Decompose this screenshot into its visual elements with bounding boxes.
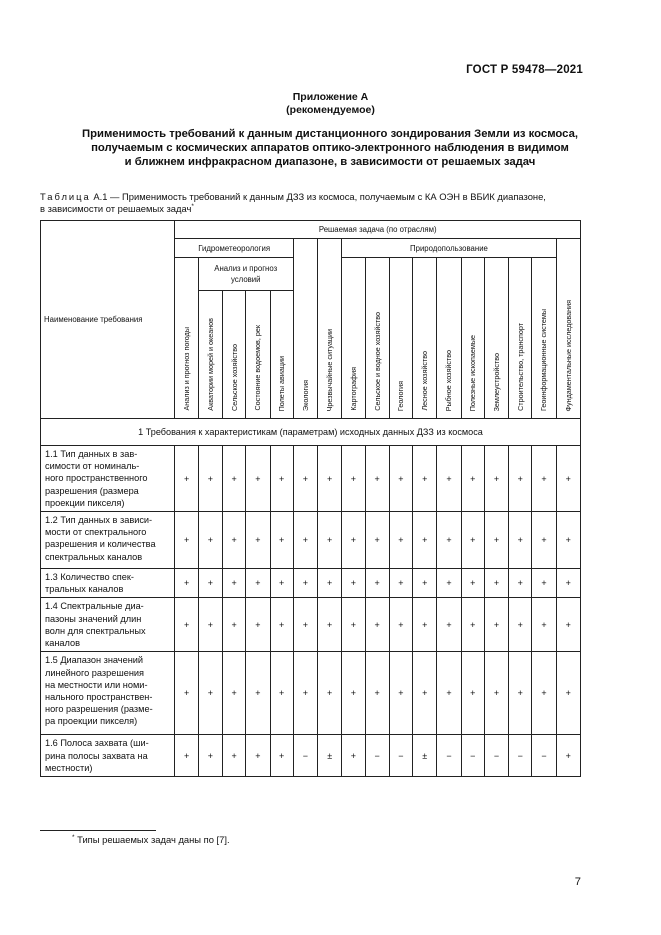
applicability-cell: ±	[318, 735, 342, 777]
applicability-cell: −	[484, 735, 508, 777]
applicability-cell: +	[413, 512, 437, 569]
applicability-cell: +	[484, 512, 508, 569]
applicability-cell: +	[556, 598, 580, 652]
applicability-cell: −	[461, 735, 484, 777]
applicability-cell: ±	[413, 735, 437, 777]
applicability-cell: −	[437, 735, 461, 777]
footnote	[72, 834, 230, 845]
applicability-cell: +	[342, 446, 365, 512]
applicability-cell: +	[270, 598, 293, 652]
column-header: Геоинформационные системы	[532, 258, 556, 419]
requirement-line: ного разрешения (разме-	[45, 704, 153, 715]
task-header: Решаемая задача (по отраслям)	[175, 221, 581, 239]
applicability-cell: +	[437, 598, 461, 652]
applicability-cell: +	[509, 652, 532, 735]
applicability-cell: +	[223, 735, 246, 777]
applicability-cell: +	[293, 569, 317, 598]
table-row	[41, 735, 581, 777]
applicability-cell: +	[175, 652, 198, 735]
applicability-cell: +	[342, 569, 365, 598]
applicability-cell: +	[270, 446, 293, 512]
group-hydrometeorology: Гидрометеорология	[175, 239, 293, 258]
applicability-cell: +	[198, 652, 222, 735]
requirement-line: местности)	[45, 762, 93, 773]
column-header: Картография	[342, 258, 365, 419]
applicability-cell: +	[270, 569, 293, 598]
footnote-marker: *	[191, 202, 194, 210]
applicability-cell: +	[175, 512, 198, 569]
applicability-cell: +	[342, 735, 365, 777]
applicability-cell: +	[461, 569, 484, 598]
column-header: Сельское хозяйство	[223, 291, 246, 419]
applicability-cell: +	[461, 598, 484, 652]
caption-text: — Применимость требований к данным ДЗЗ из космоса, получаемым с КА ОЭН в ВБИК диапазоне,	[107, 191, 546, 202]
document-number: ГОСТ Р 59478—2021	[466, 64, 583, 76]
column-header: Акватории морей и океанов	[198, 291, 222, 419]
applicability-cell: +	[246, 446, 270, 512]
footnote-mark: *	[72, 833, 75, 841]
applicability-cell: +	[532, 569, 556, 598]
column-header: Экология	[293, 239, 317, 419]
requirement-line: каналов	[45, 638, 80, 649]
applicability-cell: −	[532, 735, 556, 777]
requirement-line: ного пространственного	[45, 473, 148, 484]
applicability-cell: +	[389, 652, 412, 735]
applicability-cell: +	[318, 569, 342, 598]
applicability-cell: +	[437, 569, 461, 598]
applicability-cell: +	[223, 569, 246, 598]
applicability-cell: +	[246, 735, 270, 777]
applicability-cell: +	[246, 512, 270, 569]
applicability-cell: +	[198, 569, 222, 598]
applicability-cell: +	[223, 652, 246, 735]
caption-number: А.1	[93, 191, 108, 202]
applicability-cell: +	[509, 598, 532, 652]
column-header: Рыбное хозяйство	[437, 258, 461, 419]
applicability-cell: +	[342, 512, 365, 569]
applicability-cell: +	[484, 446, 508, 512]
column-header: Строительство, транспорт	[509, 258, 532, 419]
applicability-cell: +	[556, 512, 580, 569]
requirement-line: 1.6 Полоса захвата (ши-	[45, 738, 149, 749]
applicability-cell: −	[509, 735, 532, 777]
applicability-cell: +	[198, 598, 222, 652]
applicability-cell: +	[175, 735, 198, 777]
appendix-title: Приложение А	[292, 91, 369, 103]
applicability-cell: +	[437, 512, 461, 569]
table-row	[41, 569, 581, 598]
applicability-cell: +	[223, 446, 246, 512]
applicability-cell: +	[342, 598, 365, 652]
applicability-cell: +	[461, 512, 484, 569]
applicability-cell: +	[365, 652, 389, 735]
requirement-line: разрешения и количества	[45, 539, 156, 550]
requirement-line: нального пространствен-	[45, 692, 153, 703]
requirement-line: 1.1 Тип данных в зав-	[45, 449, 138, 459]
applicability-cell: +	[365, 598, 389, 652]
title-line: Применимость требований к данным дистанционного зондирования Земли из космоса,	[81, 128, 579, 140]
requirement-name	[41, 652, 175, 735]
applicability-cell: +	[461, 652, 484, 735]
requirement-line: мости от спектрального	[45, 527, 147, 538]
applicability-cell: −	[389, 735, 412, 777]
requirement-line: спектральных каналов	[45, 551, 143, 562]
applicability-cell: +	[293, 598, 317, 652]
footnote-text: Типы решаемых задач даны по [7].	[74, 834, 230, 845]
applicability-cell: +	[223, 598, 246, 652]
applicability-cell: +	[509, 512, 532, 569]
table-row	[41, 446, 581, 512]
requirement-name	[41, 512, 175, 569]
applicability-cell: +	[198, 735, 222, 777]
column-header: Сельское и водное хозяйство	[365, 258, 389, 419]
column-header: Фундаментальные исследования	[556, 239, 580, 419]
applicability-cell: +	[509, 569, 532, 598]
section-heading: 1 Требования к характеристикам (параметрам) исходных данных ДЗЗ из космоса	[41, 419, 581, 446]
main-title	[40, 127, 620, 169]
requirement-line: 1.4 Спектральные диа-	[45, 601, 144, 612]
applicability-cell: +	[461, 446, 484, 512]
applicability-cell: +	[389, 569, 412, 598]
applicability-cell: +	[532, 652, 556, 735]
applicability-cell: +	[223, 512, 246, 569]
applicability-cell: +	[413, 569, 437, 598]
table-row	[41, 652, 581, 735]
table-row	[41, 512, 581, 569]
column-header: Полезные ископаемые	[461, 258, 484, 419]
footnote-divider	[40, 830, 156, 831]
column-header: Лесное хозяйство	[413, 258, 437, 419]
requirement-line: на местности или номи-	[45, 679, 148, 690]
applicability-cell: +	[413, 598, 437, 652]
applicability-cell: +	[413, 446, 437, 512]
subgroup-analysis: Анализ и прогноз условий	[198, 258, 293, 291]
applicability-cell: +	[365, 569, 389, 598]
applicability-cell: +	[556, 735, 580, 777]
applicability-cell: +	[389, 598, 412, 652]
applicability-cell: +	[175, 446, 198, 512]
column-header: Геология	[389, 258, 412, 419]
requirement-line: ра проекции пикселя)	[45, 716, 138, 727]
column-header: Чрезвычайные ситуации	[318, 239, 342, 419]
caption-text-2: в зависимости от решаемых задач	[40, 203, 192, 214]
applicability-cell: +	[532, 598, 556, 652]
title-line: получаемым с космических аппаратов оптико-электронного наблюдения в видимом	[91, 142, 569, 154]
applicability-cell: +	[532, 446, 556, 512]
applicability-cell: +	[318, 652, 342, 735]
applicability-cell: +	[270, 652, 293, 735]
applicability-cell: +	[293, 512, 317, 569]
applicability-cell: +	[556, 652, 580, 735]
requirement-line: тральных каналов	[45, 584, 124, 595]
applicability-cell: +	[246, 598, 270, 652]
table-caption	[40, 191, 640, 215]
applicability-cell: −	[293, 735, 317, 777]
table-row	[41, 598, 581, 652]
applicability-cell: +	[198, 446, 222, 512]
applicability-cell: +	[484, 652, 508, 735]
requirement-line: 1.3 Количество спек-	[45, 572, 134, 583]
requirements-table	[40, 220, 581, 777]
applicability-cell: +	[270, 512, 293, 569]
appendix-status: (рекомендуемое)	[286, 104, 375, 116]
requirement-name	[41, 446, 175, 512]
applicability-cell: −	[365, 735, 389, 777]
applicability-cell: +	[293, 446, 317, 512]
column-header: Анализ и прогноз погоды	[175, 258, 198, 419]
requirement-line: рина полосы захвата на	[45, 750, 148, 761]
requirement-line: волн для спектральных	[45, 625, 146, 636]
requirement-line: разрешения (размера	[45, 485, 139, 496]
applicability-cell: +	[389, 512, 412, 569]
requirement-name	[41, 735, 175, 777]
applicability-cell: +	[293, 652, 317, 735]
applicability-cell: +	[389, 446, 412, 512]
requirement-line: пазоны значений длин	[45, 613, 142, 624]
requirement-name	[41, 569, 175, 598]
applicability-cell: +	[365, 512, 389, 569]
applicability-cell: +	[437, 652, 461, 735]
title-line: и ближнем инфракрасном диапазоне, в зависимости от решаемых задач	[124, 156, 536, 168]
applicability-cell: +	[246, 652, 270, 735]
applicability-cell: +	[318, 446, 342, 512]
applicability-cell: +	[484, 598, 508, 652]
requirement-column-header: Наименование требования	[41, 221, 175, 419]
requirement-line: 1.2 Тип данных в зависи-	[45, 515, 153, 526]
applicability-cell: +	[484, 569, 508, 598]
requirement-name	[41, 598, 175, 652]
applicability-cell: +	[556, 446, 580, 512]
applicability-cell: +	[365, 446, 389, 512]
column-header: Землеустройство	[484, 258, 508, 419]
appendix-heading	[0, 91, 661, 117]
column-header: Состояние водоемов, рек	[246, 291, 270, 419]
group-nature-management: Природопользование	[342, 239, 556, 258]
applicability-cell: +	[318, 598, 342, 652]
applicability-cell: +	[437, 446, 461, 512]
requirement-line: линейного разрешения	[45, 667, 145, 678]
applicability-cell: +	[270, 735, 293, 777]
applicability-cell: +	[532, 512, 556, 569]
applicability-cell: +	[198, 512, 222, 569]
applicability-cell: +	[246, 569, 270, 598]
requirement-line: проекции пикселя)	[45, 497, 125, 508]
applicability-cell: +	[413, 652, 437, 735]
applicability-cell: +	[175, 598, 198, 652]
caption-label: Таблица	[40, 191, 91, 202]
page-number: 7	[574, 876, 581, 888]
applicability-cell: +	[509, 446, 532, 512]
column-header: Полеты авиации	[270, 291, 293, 419]
requirement-line: симости от номиналь-	[45, 461, 140, 472]
requirement-line: 1.5 Диапазон значений	[45, 655, 144, 666]
applicability-cell: +	[175, 569, 198, 598]
applicability-cell: +	[318, 512, 342, 569]
applicability-cell: +	[556, 569, 580, 598]
applicability-cell: +	[342, 652, 365, 735]
